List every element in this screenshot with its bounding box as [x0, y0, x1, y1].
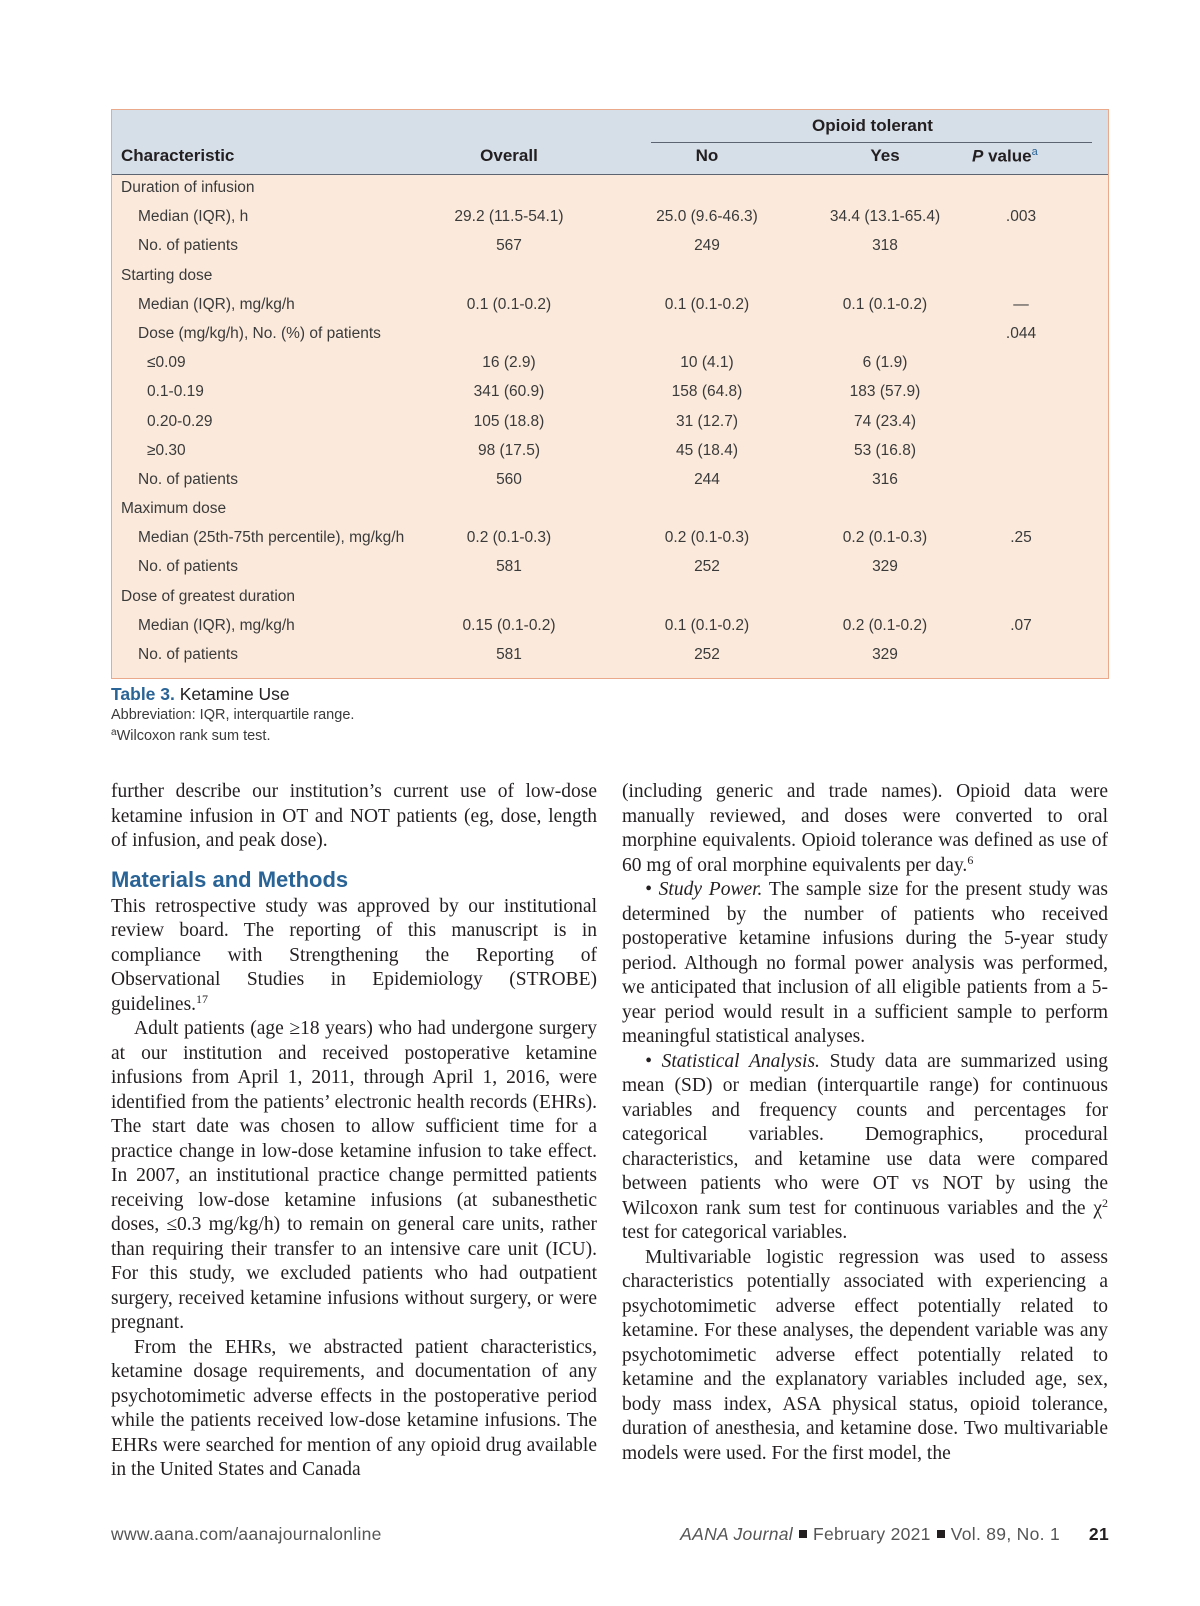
- row-label: ≥0.30: [147, 441, 186, 459]
- table-row: [112, 437, 1108, 466]
- right-text-column: [622, 780, 1108, 1466]
- row-label: No. of patients: [138, 470, 238, 488]
- cell-overall: 16 (2.9): [482, 354, 536, 372]
- row-label: No. of patients: [138, 558, 238, 576]
- group-header-rule: [651, 142, 1092, 143]
- table-row: [112, 583, 1108, 612]
- col-header-yes: Yes: [870, 146, 900, 165]
- ehr-paragraph: From the EHRs, we abstracted patient characteristics, ketamine dosage requirements, and documentation of any psychotomimetic adverse effects in the postoperative period while the patients received low-dose ketamine infusions. The EHRs were searched for mention of any opioid drug available in the United States and Canada: [111, 1336, 597, 1480]
- cell-p-value: —: [1013, 295, 1029, 313]
- opioid-data-text: (including generic and trade names). Opioid data were manually reviewed, and doses were converted to oral morphine equivalents. Opioid tolerance was defined as use of 60 mg of oral morphine equivalents per day.: [622, 781, 1108, 876]
- chi-square-exponent: 2: [1102, 1195, 1108, 1210]
- table-row: [112, 466, 1108, 495]
- table-footnote: [111, 727, 270, 744]
- p-value-label: value: [988, 146, 1032, 166]
- row-label: No. of patients: [138, 237, 238, 255]
- cell-opioid-tolerant-yes: 316: [872, 470, 898, 488]
- row-label: Maximum dose: [121, 500, 227, 518]
- row-label: No. of patients: [138, 646, 238, 663]
- cell-opioid-tolerant-yes: 318: [872, 237, 898, 255]
- cell-overall: 29.2 (11.5-54.1): [454, 208, 564, 226]
- intro-paragraph-end: further describe our institution’s current use of low-dose ketamine infusion in OT and NOT patients (eg, dose, length of infusion, and peak dose).: [111, 781, 597, 851]
- table-row: [112, 291, 1108, 320]
- page-number: 21: [1088, 1524, 1109, 1544]
- row-label: Dose of greatest duration: [121, 587, 296, 605]
- table-row: [112, 553, 1108, 582]
- statistical-analysis-paragraph: [622, 1050, 1108, 1246]
- table-header: [112, 110, 1108, 175]
- col-header-p-value: P value$^a$: [972, 146, 1038, 166]
- separator-square-icon: [937, 1530, 945, 1538]
- cell-opioid-tolerant-yes: 0.1 (0.1-0.2): [842, 295, 928, 313]
- table-row: [112, 524, 1108, 553]
- separator-square-icon: [799, 1530, 807, 1538]
- cell-overall: 98 (17.5): [477, 441, 541, 459]
- cell-opioid-tolerant-no: 244: [694, 470, 720, 488]
- table-row: [112, 320, 1108, 349]
- col-header-characteristic: Characteristic: [121, 146, 235, 165]
- cell-p-value: .044: [1005, 324, 1037, 342]
- cell-p-value: .003: [1005, 208, 1037, 226]
- cell-opioid-tolerant-no: 158 (64.8): [671, 383, 743, 401]
- row-label: Starting dose: [121, 266, 213, 284]
- irb-paragraph: [111, 895, 597, 1018]
- table-row: [112, 408, 1108, 437]
- cell-p-value: .07: [1010, 616, 1032, 634]
- cell-overall: 341 (60.9): [473, 383, 545, 401]
- p-value-footnote-mark: a: [1031, 146, 1038, 158]
- footnote-mark: a: [111, 727, 117, 738]
- table-row: [112, 378, 1108, 407]
- cell-opioid-tolerant-no: 31 (12.7): [675, 412, 739, 430]
- statistical-analysis-text: Study data are summarized using mean (SD) or median (interquartile range) for continuous variables and frequency counts and percentages for categorical variables. Demographics, procedural characteristics, and ketamine use data were compared between patients who were OT vs NOT by using the Wilcoxon rank sum test for continuous variables and the: [622, 1050, 1108, 1219]
- irb-text: This retrospective study was approved by our institutional review board. The reporting of this manuscript is in compliance with Strengthening the Reporting of Observational Studies in Epidemiology (STROBE) guidelines.: [111, 895, 597, 1015]
- row-label: Median (25th-75th percentile), mg/kg/h: [138, 529, 405, 547]
- patients-paragraph: Adult patients (age ≥18 years) who had undergone surgery at our institution and received postoperative ketamine infusions from April 1, 2011, through April 1, 2016, were identified from the patients’ electronic health records (EHRs). The start date was chosen to allow sufficient time for a practice change in low-dose ketamine infusion to take effect. In 2007, an institutional practice change permitted patients receiving low-dose ketamine infusions (at subanesthetic doses, ≤0.3 mg/kg/h) to remain on general care units, rather than requiring their transfer to an intensive care unit (ICU). For this study, we excluded patients who had outpatient surgery, received ketamine infusions without surgery, or were pregnant.: [111, 1018, 597, 1333]
- cell-overall: 0.1 (0.1-0.2): [466, 295, 552, 313]
- row-label: 0.20-0.29: [147, 412, 213, 430]
- col-header-no: No: [695, 146, 719, 165]
- cell-opioid-tolerant-yes: 53 (16.8): [853, 441, 917, 459]
- cell-opioid-tolerant-no: 25.0 (9.6-46.3): [656, 208, 758, 226]
- row-label: ≤0.09: [147, 354, 186, 372]
- cell-opioid-tolerant-yes: 329: [872, 558, 898, 576]
- cell-overall: 0.2 (0.1-0.3): [466, 529, 552, 547]
- group-header-opioid-tolerant: Opioid tolerant: [812, 116, 933, 135]
- section-heading-materials-methods: Materials and Methods: [111, 866, 349, 892]
- table-row: [112, 232, 1108, 261]
- cell-overall: 567: [496, 237, 522, 255]
- row-label: Median (IQR), mg/kg/h: [138, 295, 295, 313]
- chi-symbol: χ: [1093, 1197, 1102, 1219]
- row-label: Median (IQR), mg/kg/h: [138, 616, 295, 634]
- cell-opioid-tolerant-yes: 34.4 (13.1-65.4): [829, 208, 941, 226]
- cell-opioid-tolerant-no: 0.1 (0.1-0.2): [664, 295, 750, 313]
- regression-paragraph: Multivariable logistic regression was used to assess characteristics potentially associated with experiencing a psychotomimetic adverse effect potentially related to ketamine. For these analyses, the dependent variable was any psychotomimetic adverse effect potentially related to ketamine and the explanatory variables included age, sex, body mass index, ASA physical status, opioid tolerance, duration of anesthesia, and ketamine dose. Two multivariable models were used. For the first model, the: [622, 1246, 1108, 1464]
- cell-opioid-tolerant-yes: 74 (23.4): [853, 412, 917, 430]
- table-row: [112, 262, 1108, 291]
- table-row: [112, 612, 1108, 641]
- statistical-analysis-label: • Statistical Analysis.: [645, 1050, 820, 1072]
- cell-opioid-tolerant-yes: 0.2 (0.1-0.3): [842, 529, 928, 547]
- opioid-data-paragraph: [622, 780, 1108, 878]
- cell-opioid-tolerant-no: 0.1 (0.1-0.2): [664, 616, 750, 634]
- row-label: Duration of infusion: [121, 179, 255, 196]
- study-power-label: • Study Power.: [645, 879, 763, 900]
- ref-6: 6: [967, 852, 974, 867]
- table-body: [112, 174, 1108, 670]
- ref-17: 17: [196, 991, 209, 1006]
- cell-overall: 581: [496, 646, 522, 663]
- row-label: 0.1-0.19: [147, 383, 204, 401]
- cell-opioid-tolerant-no: 249: [694, 237, 720, 255]
- left-text-column: [111, 780, 597, 1483]
- study-power-text: The sample size for the present study was determined by the number of patients who received postoperative ketamine infusions during the 5-year study period. Although no formal power analysis was performed, we anticipated that inclusion of all eligible patients from a 5-year period would result in a sufficient sample to perform meaningful statistical analyses.: [622, 879, 1108, 1047]
- journal-name: AANA Journal: [680, 1524, 793, 1544]
- cell-opioid-tolerant-no: 0.2 (0.1-0.3): [664, 529, 750, 547]
- issue-date: February 2021: [813, 1524, 931, 1544]
- study-power-paragraph: [622, 878, 1108, 1050]
- row-label: Median (IQR), h: [138, 208, 249, 226]
- table-row: [112, 495, 1108, 524]
- journal-url[interactable]: www.aana.com/aanajournalonline: [111, 1524, 382, 1544]
- footnote-text: Wilcoxon rank sum test.: [116, 728, 271, 744]
- cell-opioid-tolerant-no: 252: [694, 558, 720, 576]
- cell-opioid-tolerant-no: 252: [694, 646, 720, 663]
- table-row: [112, 174, 1108, 203]
- table-row: [112, 641, 1108, 670]
- cell-overall: 581: [496, 558, 522, 576]
- cell-opioid-tolerant-no: 45 (18.4): [675, 441, 739, 459]
- ketamine-use-table: [111, 109, 1109, 679]
- statistical-analysis-text-end: test for categorical variables.: [622, 1222, 848, 1243]
- cell-overall: 0.15 (0.1-0.2): [462, 616, 556, 634]
- volume-issue: Vol. 89, No. 1: [950, 1524, 1060, 1544]
- table-row: [112, 203, 1108, 232]
- cell-opioid-tolerant-yes: 6 (1.9): [862, 354, 908, 372]
- cell-opioid-tolerant-no: 10 (4.1): [680, 354, 734, 372]
- table-title: Ketamine Use: [179, 684, 290, 704]
- table-abbreviation-note: Abbreviation: IQR, interquartile range.: [111, 707, 355, 723]
- cell-overall: 560: [496, 470, 522, 488]
- cell-opioid-tolerant-yes: 329: [872, 646, 898, 663]
- row-label: Dose (mg/kg/h), No. (%) of patients: [138, 324, 381, 342]
- journal-citation: [680, 1524, 1060, 1545]
- cell-p-value: .25: [1010, 529, 1032, 547]
- table-caption: [111, 684, 290, 705]
- cell-opioid-tolerant-yes: 183 (57.9): [849, 383, 921, 401]
- table-row: [112, 349, 1108, 378]
- cell-opioid-tolerant-yes: 0.2 (0.1-0.2): [842, 616, 928, 634]
- cell-overall: 105 (18.8): [473, 412, 545, 430]
- col-header-overall: Overall: [480, 146, 538, 165]
- table-number: Table 3.: [111, 684, 175, 704]
